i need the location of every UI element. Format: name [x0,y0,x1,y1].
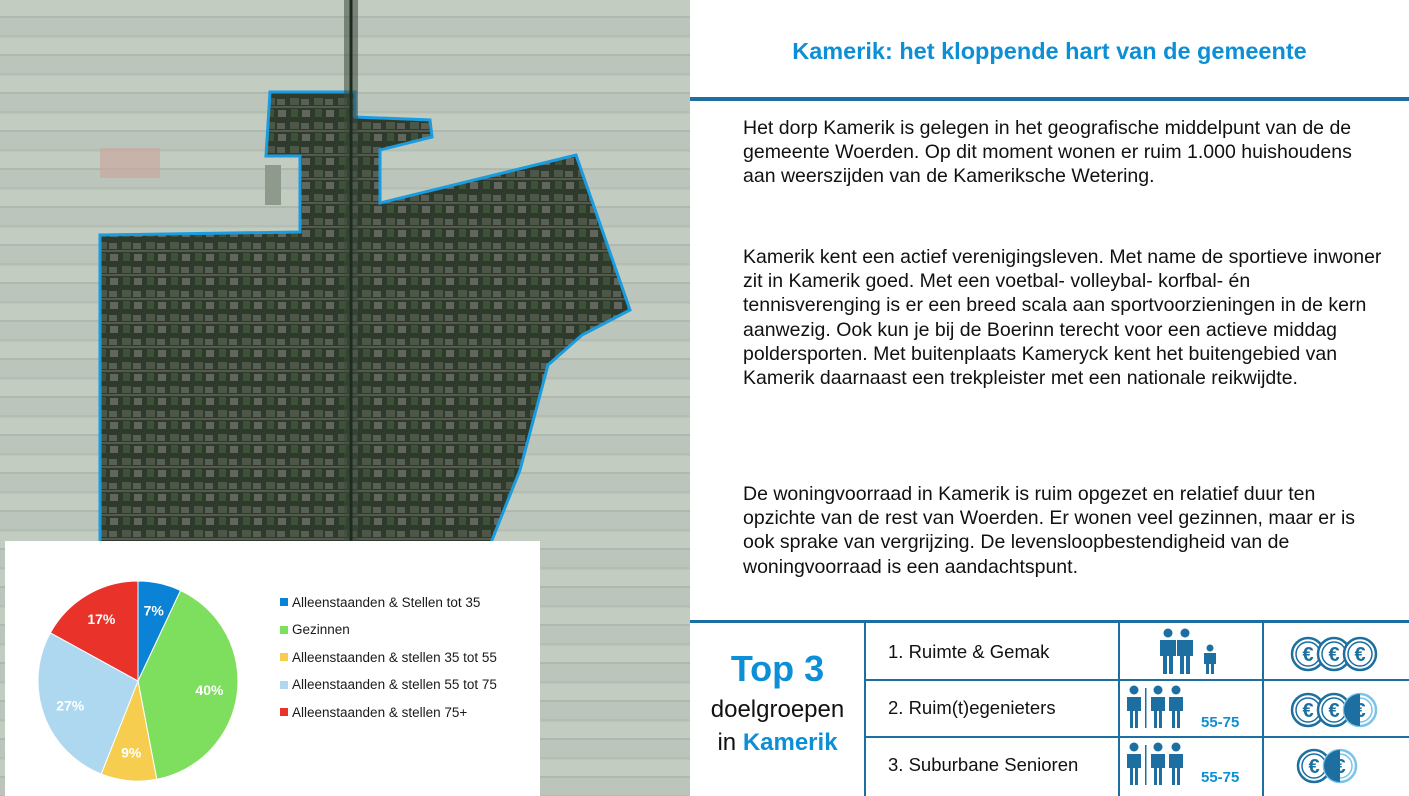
couple-icon [1124,684,1204,732]
pie-chart-panel [5,541,540,796]
svg-text:€: € [1334,756,1346,778]
top3-in-prefix: in [717,729,737,756]
svg-text:€: € [1308,756,1320,778]
price-coins-icon [1290,690,1390,730]
housing-paragraph: De woningvoorraad in Kamerik is ruim opgezet en relatief duur ten opzichte van de rest van Woerden. Er wonen veel gezinnen, maar er is ook sprake van vergrijzing. De levensloopbestendigheid van de woningvoorraad is een aandachtspunt. [743,483,1356,578]
table-divider [1118,623,1120,796]
legend-swatch [280,598,288,606]
euro-coin-icon [1344,694,1376,726]
legend-label: Alleenstaanden & Stellen tot 35 [292,594,481,610]
pie-slice-label: 7% [143,602,164,619]
target-group-2: 2. Ruim(t)egenieters [888,697,1056,718]
legend-label: Alleenstaanden & stellen 35 tot 55 [292,649,497,665]
clubs-paragraph: Kamerik kent een actief verenigingsleven. Met name de sportieve inwoner zit in Kamerik goed. Met een voetbal- volleybal- korfbal- én tennisverenging is er een breed scala aan sportvoorzieningen in de kern aanwezig. Ook kun je bij de Boerinn terecht voor een actieve middag poldersporten. Met buitenplaats Kameryck kent het buitengebied van Kamerik daarnaast een trekpleister met een nationale reikwijdte. [743,246,1382,390]
pie-slice-label: 9% [121,744,142,761]
table-divider [864,623,866,796]
price-coins-icon [1296,746,1396,786]
euro-coin-icon [1324,750,1356,782]
legend-label: Alleenstaanden & stellen 55 tot 75 [292,677,497,692]
top3-location [690,729,865,757]
intro-paragraph: Het dorp Kamerik is gelegen in het geografische middelpunt van de de gemeente Woerden. Op dit moment wonen er ruim 1.000 huishoudens aan weerszijden van de Kameriksche Wetering. [743,117,1352,188]
svg-text:€: € [1328,644,1340,666]
age-badge-3: 55-75 [1201,769,1240,786]
table-row-divider [866,679,1409,681]
pie-slice-label: 40% [195,682,224,699]
pie-slice-label: 17% [87,611,116,628]
legend-swatch [280,708,288,716]
legend-item [280,675,497,695]
svg-text:€: € [1328,700,1340,722]
target-group-3: 3. Suburbane Senioren [888,754,1079,775]
legend-item [280,620,350,640]
table-row-divider [866,736,1409,738]
svg-text:€: € [1302,644,1314,666]
legend-swatch [280,653,288,661]
target-group-1: 1. Ruimte & Gemak [888,641,1050,662]
price-coins-icon [1290,634,1390,674]
family-icon [1158,628,1228,676]
legend-label: Alleenstaanden & stellen 75+ [292,704,468,720]
svg-text:€: € [1354,700,1366,722]
legend-swatch [280,681,288,689]
legend-item [280,592,480,612]
section-divider [690,620,1409,623]
svg-text:€: € [1302,700,1314,722]
pie-chart [5,541,540,796]
couple-icon [1124,741,1204,789]
legend-swatch [280,626,288,634]
legend-item [280,647,497,667]
page-title: Kamerik: het kloppende hart van de gemeente [792,38,1307,64]
top3-place: Kamerik [742,729,838,756]
top3-subtitle: doelgroepen [710,696,845,723]
title-divider [690,97,1409,101]
top3-heading: Top 3 [730,648,825,689]
table-divider [1262,623,1264,796]
pie-slice-label: 27% [56,697,85,714]
euro-coin-icon [1344,638,1376,670]
svg-text:€: € [1354,644,1366,666]
legend-item [280,702,467,722]
legend-label: Gezinnen [292,622,350,637]
age-badge-2: 55-75 [1201,714,1240,731]
